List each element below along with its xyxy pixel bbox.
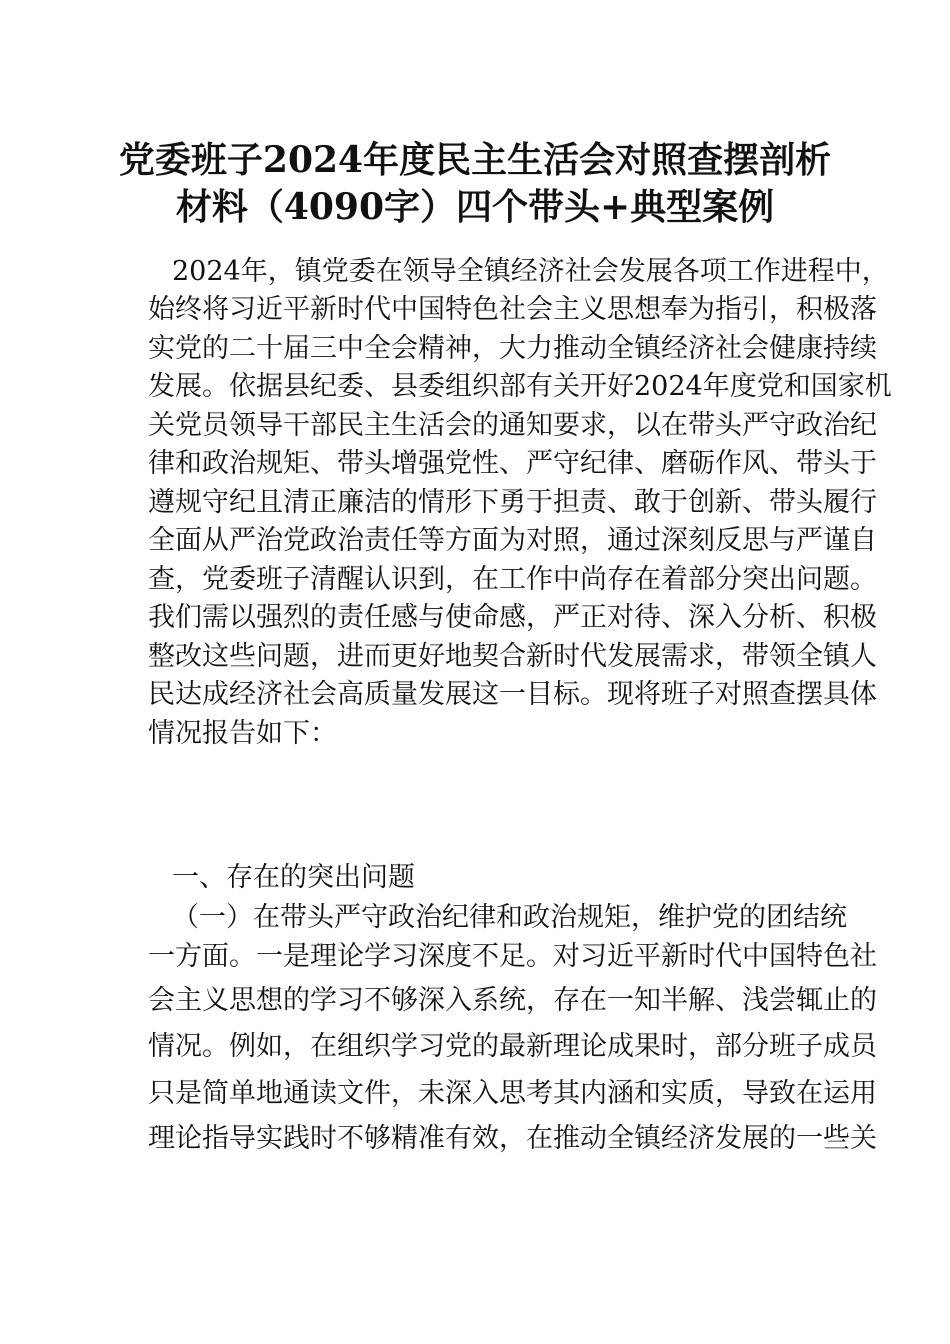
text-line: 查，党委班子清醒认识到，在工作中尚存在着部分突出问题。 [148,564,877,595]
text-line: 2024年，镇党委在领导全镇经济社会发展各项工作进程中， [172,256,889,287]
text-line: 律和政治规矩、带头增强党性、严守纪律、磨砺作风、带头于 [148,448,877,479]
text-line: 理论指导实践时不够精准有效，在推动全镇经济发展的一些关 [148,1123,877,1154]
text-line: 关党员领导干部民主生活会的通知要求，以在带头严守政治纪 [148,410,877,441]
text-line: 情况报告如下： [148,718,337,749]
title-line-1: 党委班子2024年度民主生活会对照查摆剖析 [118,139,832,181]
section-heading: 一、存在的突出问题 [172,862,415,893]
text-line: 实党的二十届三中全会精神，大力推动全镇经济社会健康持续 [148,333,877,364]
text-line: 整改这些问题，进而更好地契合新时代发展需求，带领全镇人 [148,641,877,672]
text-line: 遵规守纪且清正廉洁的情形下勇于担责、敢于创新、带头履行 [148,487,877,518]
text-line: 全面从严治党政治责任等方面为对照，通过深刻反思与严谨自 [148,525,877,556]
text-line: 发展。依据县纪委、县委组织部有关开好2024年度党和国家机 [148,371,892,402]
text-line: 只是简单地通读文件，未深入思考其内涵和实质，导致在运用 [148,1078,877,1109]
text-line: 民达成经济社会高质量发展这一目标。现将班子对照查摆具体 [148,679,877,710]
text-line: 情况。例如，在组织学习党的最新理论成果时，部分班子成员 [148,1031,877,1062]
text-line: 始终将习近平新时代中国特色社会主义思想奉为指引，积极落 [148,294,877,325]
title-line-2: 材料（4090字）四个带头+典型案例 [175,186,775,228]
text-line: 会主义思想的学习不够深入系统，存在一知半解、浅尝辄止的 [148,985,877,1016]
text-line: （一）在带头严守政治纪律和政治规矩，维护党的团结统 [172,902,847,933]
text-line: 我们需以强烈的责任感与使命感，严正对待、深入分析、积极 [148,602,877,633]
text-line: 一方面。一是理论学习深度不足。对习近平新时代中国特色社 [148,941,877,972]
